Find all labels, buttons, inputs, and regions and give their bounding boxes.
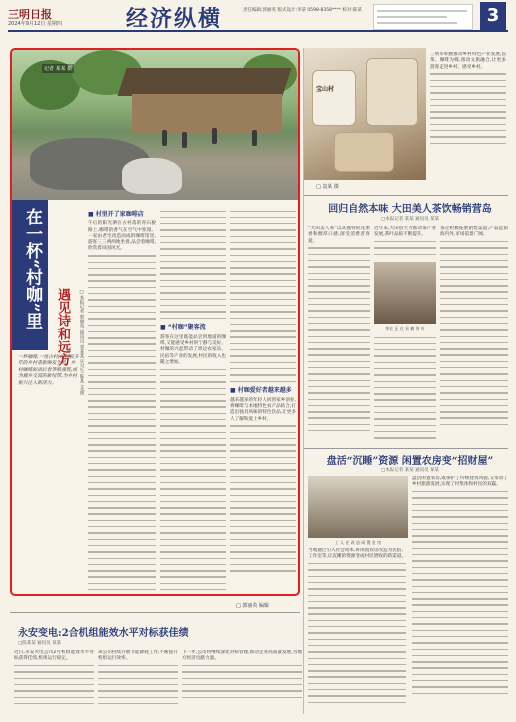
cup-label: 宝山村 [316, 86, 335, 93]
story4-column-3: 下一步,公司将继续深化对标管理,推动企业高质量发展,为地方经济贡献力量。 [182, 650, 302, 716]
right-lead-text: 三明市积极推动乡村特色产业发展,以茶、咖啡为媒,推动文旅融合,让更多游客走进乡村、感受乡村。 [430, 52, 506, 172]
story3-column-2: 盘活闲置农房,既保护了传统建筑风貌,又带动了乡村旅游发展,实现了村集体和村民的双赢。 [412, 476, 508, 714]
main-byline: □本报记者 郭丽英 通讯员 邓某某 实习生 陈某 文/图 [79, 290, 84, 396]
story2-column-1: “大田美人茶”以其独特的花果香和醇厚口感,深受消费者喜爱。 [308, 226, 370, 448]
article-column-1 [88, 208, 156, 592]
section-title: 经济纵横 [126, 6, 223, 32]
tea-photo-caption: □ 袁某 摄 [316, 184, 339, 190]
paper-name: 三明日报 [8, 8, 52, 21]
header-ad [373, 4, 473, 30]
story4-headline: 永安变电:2合机组能效水平对标获佳绩 [18, 628, 189, 639]
story2-column-2b [374, 334, 436, 448]
story4-editor-tag: □ 郭丽英 编辑 [236, 603, 269, 609]
story2-photo [374, 262, 436, 324]
main-story [10, 48, 300, 596]
story2-headline: 回归自然本味 大田美人茶饮畅销营岛 [328, 204, 492, 215]
editors-info: 责任编辑:郭丽英 版式设计:李某 0598-8358**** 校对:陈某 [243, 8, 362, 13]
column-3-subhead: ■ 村咖爱好者越来越多 [230, 387, 292, 395]
story3-column-1: 当地通过引入社会资本,将闲置农房改造为民宿、工作室等,让沉睡的资源变成村民增收的新渠道。 [308, 548, 406, 714]
masthead [8, 4, 508, 32]
photo-credit: 记者 某某 摄 [44, 66, 73, 72]
story3-byline: □本报记者 某某 通讯员 某某 [380, 468, 440, 473]
page-number: 3 [480, 2, 506, 30]
column-2-subhead: ■ “村咖”聚客流 [160, 324, 206, 332]
right-lead [430, 48, 508, 180]
story4-byline: □陈某某 通讯员 某某 [18, 641, 62, 646]
story4-column-2: 该公司持续开展节能降耗工作,不断提升机组运行效率。 [98, 650, 178, 716]
story3-headline: 盘活“沉睡”资源 闲置农房变“招财屋” [326, 456, 494, 467]
main-subheadline: 遇见诗和远方 [55, 288, 70, 366]
story2-column-3: 茶企积极拓展销售渠道,产品远销海内外,市场前景广阔。 [440, 226, 508, 448]
story3-photo-caption: 工 人 在 改 造 闲 置 农 房 [334, 540, 382, 545]
story2-column-2: 近年来,大田县大力推动茶产业发展,茶叶品质不断提升。 [374, 226, 436, 448]
story2-byline: □本报记者 某某 通讯员 某某 [380, 217, 440, 222]
story3-photo [308, 476, 408, 538]
story4-column-1: 近日,永安火电公司2号机组能效水平对标获得佳绩,机组运行稳定。 [14, 650, 94, 716]
column-2-text: 游客在这里既能品尝到地道的咖啡,又能感受乡村的宁静与美好。村咖的兴起带动了周边农家乐、民宿等产业的发展,村民的收入也随之增加。 [160, 334, 226, 365]
paper-date: 2024年9月12日 星期四 [8, 21, 62, 27]
article-column-2 [160, 208, 226, 592]
column-1-subhead: ■ 村里开了家咖啡店 [88, 211, 144, 218]
main-lead: 一杯咖啡,一座古村,让沉寂多年的乡村重新焕发生机。乡村咖啡如雨后春笋般涌现,成为城乡交流的新纽带,为乡村振兴注入新活力。 [18, 355, 79, 386]
story2-photo-caption: 茶农 正 在 采 摘 茶 叶 [385, 326, 425, 331]
column-1-text: 午后的阳光洒在古村落的青石板路上,咖啡的香气在空气中弥漫。一家由老宅改造而成的咖啡馆里,游客三三两两地坐着,品尝着咖啡,欣赏着田园风光。 [88, 221, 156, 252]
main-photo [12, 50, 298, 200]
main-headline: 在一杯“村咖”里 [22, 208, 42, 330]
article-column-3 [230, 208, 296, 592]
column-3-text: 越来越多的年轻人回到家乡创业,将咖啡与本地特色农产品结合,打造出独具风味的特色饮品,让更多人了解和爱上乡村。 [230, 397, 296, 422]
tea-drink-photo [304, 48, 426, 180]
